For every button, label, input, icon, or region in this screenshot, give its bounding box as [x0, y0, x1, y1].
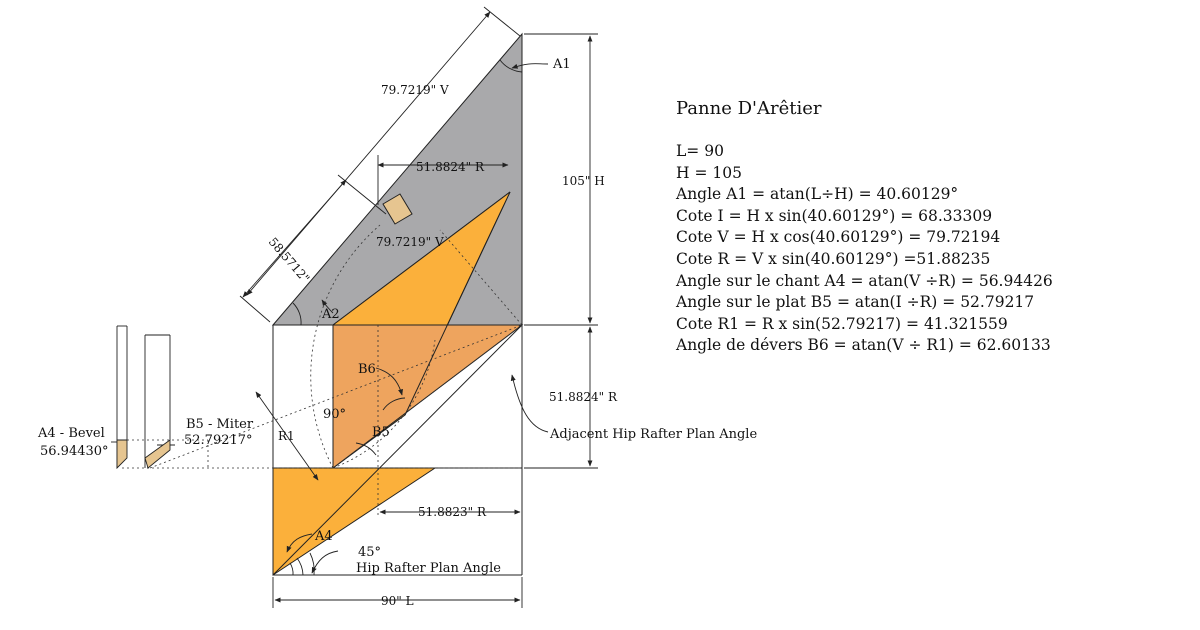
- angle-90-label: 90°: [323, 407, 347, 422]
- hip-rafter-plan-angle-label: Hip Rafter Plan Angle: [356, 561, 501, 576]
- formula-line: L= 90: [676, 142, 724, 160]
- formula-line: Cote V = H x cos(40.60129°) = 79.72194: [676, 228, 1001, 247]
- angle-b5-label: B5: [372, 425, 390, 440]
- angle-45-label: 45°: [358, 545, 382, 560]
- angle-b6-label: B6: [358, 362, 376, 377]
- formula-line: Cote R = V x sin(40.60129°) =51.88235: [676, 249, 991, 268]
- formula-line: Cote R1 = R x sin(52.79217) = 41.321559: [676, 314, 1008, 333]
- formula-line: Angle de dévers B6 = atan(V ÷ R1) = 62.60133: [676, 336, 1051, 355]
- miter-name-label: B5 - Miter: [186, 417, 254, 432]
- formula-line: H = 105: [676, 163, 742, 182]
- white-plan-square: [273, 325, 333, 468]
- bevel-value-label: 56.94430°: [40, 444, 109, 459]
- dim-58: 58.5712": [265, 234, 313, 286]
- bevel-profile: [117, 326, 127, 468]
- angle-a1-label: A1: [553, 57, 571, 72]
- panel-title: Panne D'Arêtier: [676, 98, 822, 119]
- formula-line: Angle sur le chant A4 = atan(V ÷R) = 56.94426: [676, 271, 1053, 290]
- dim-r1: R1: [278, 429, 295, 443]
- dim-h-right: 105" H: [562, 174, 605, 188]
- formula-line: Angle A1 = atan(L÷H) = 40.60129°: [676, 185, 959, 204]
- dim-r-top: 51.8824" R: [416, 160, 484, 174]
- dim-v-outer: 79.7219" V: [381, 83, 449, 97]
- formula-line: Angle sur le plat B5 = atan(I ÷R) = 52.79217: [676, 293, 1035, 312]
- formula-panel: [676, 98, 1176, 357]
- dim-v-inner: 79.7219" V: [376, 235, 444, 249]
- dim-r-right: 51.8824" R: [549, 390, 617, 404]
- miter-profile: [145, 335, 170, 468]
- angle-a2-label: A2: [322, 307, 340, 322]
- miter-value-label: 52.79217°: [184, 433, 253, 448]
- dim-r-bottom: 51.8823" R: [418, 505, 486, 519]
- adjacent-hip-plan-angle-label: Adjacent Hip Rafter Plan Angle: [550, 427, 758, 442]
- dim-l-bottom: 90" L: [381, 594, 414, 608]
- formula-line: Cote I = H x sin(40.60129°) = 68.33309: [676, 206, 993, 225]
- angle-a4-label: A4: [315, 529, 333, 544]
- bevel-name-label: A4 - Bevel: [38, 426, 105, 441]
- formula-list: [676, 141, 1176, 357]
